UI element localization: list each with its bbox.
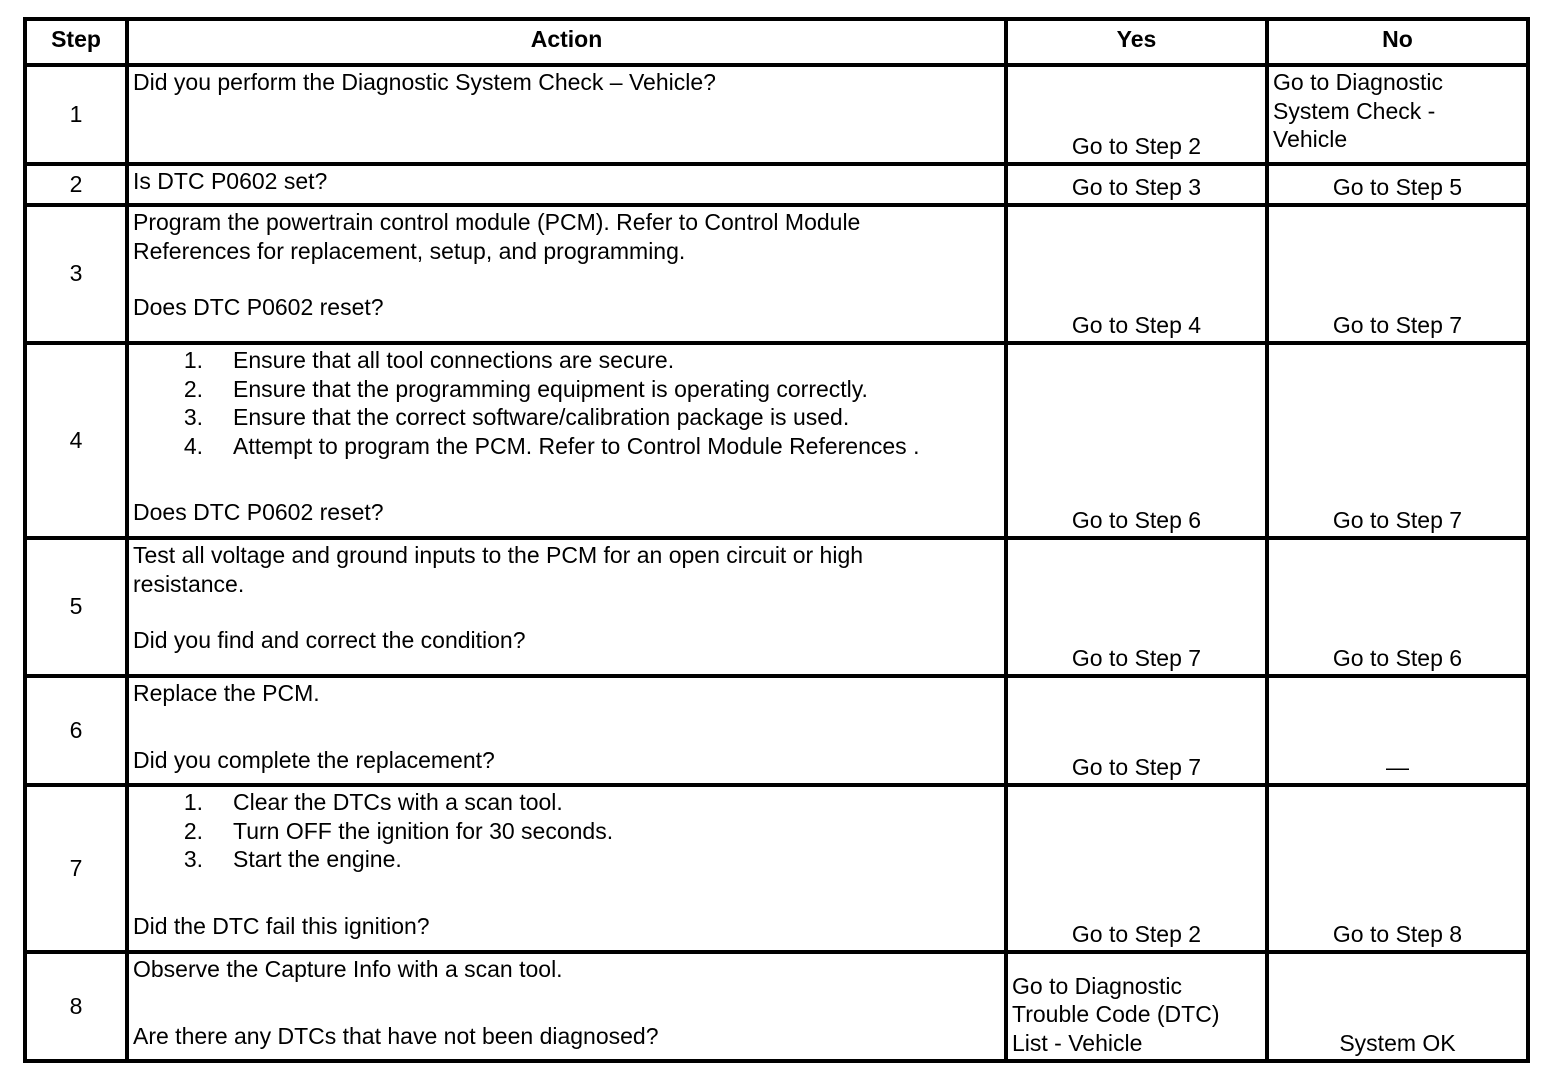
question-text: Does DTC P0602 reset?: [133, 499, 384, 525]
table-row: [25, 65, 1528, 164]
yes-cell: Go to Step 6: [1006, 343, 1267, 538]
no-cell: System OK: [1267, 952, 1528, 1061]
action-text: References for replacement, setup, and programming.: [133, 237, 686, 264]
action-list: [133, 788, 1000, 874]
table-row: [25, 676, 1528, 785]
yes-cell: [1006, 952, 1267, 1061]
list-item: 2. Ensure that the programming equipment is operating correctly.: [183, 375, 868, 402]
header-row: [25, 19, 1528, 65]
yes-line: Trouble Code (DTC): [1012, 1001, 1220, 1027]
header-yes: Yes: [1006, 19, 1267, 65]
table-row: [25, 785, 1528, 952]
step-number: 3: [25, 205, 127, 343]
question-text: Did the DTC fail this ignition?: [133, 912, 430, 939]
step-number: 1: [25, 65, 127, 164]
step-number: 8: [25, 952, 127, 1061]
action-list: [133, 346, 1000, 460]
no-cell: Go to Step 7: [1267, 205, 1528, 343]
yes-cell: Go to Step 4: [1006, 205, 1267, 343]
list-item: 2. Turn OFF the ignition for 30 seconds.: [183, 817, 614, 844]
no-cell: Go to Step 5: [1267, 164, 1528, 205]
step-number: 2: [25, 164, 127, 205]
table-row: [25, 343, 1528, 538]
list-item: 1. Ensure that all tool connections are secure.: [183, 347, 675, 373]
no-cell: Go to Step 7: [1267, 343, 1528, 538]
step-number: 4: [25, 343, 127, 538]
no-cell: [1267, 676, 1528, 785]
question-text: Does DTC P0602 reset?: [133, 294, 384, 320]
header-step: Step: [25, 19, 127, 65]
dash-text: —: [1386, 753, 1409, 780]
action-cell: [127, 65, 1006, 164]
step-number: 5: [25, 538, 127, 676]
action-cell: [127, 164, 1006, 205]
list-item: 3. Start the engine.: [183, 846, 402, 872]
yes-cell: Go to Step 7: [1006, 676, 1267, 785]
action-text: Did you perform the Diagnostic System Check – Vehicle?: [133, 69, 716, 95]
action-cell: [127, 343, 1006, 538]
yes-cell: Go to Step 3: [1006, 164, 1267, 205]
action-cell: [127, 785, 1006, 952]
action-text: Replace the PCM.: [133, 680, 320, 706]
question-text: Did you find and correct the condition?: [133, 627, 526, 653]
list-item: 1. Clear the DTCs with a scan tool.: [183, 789, 563, 815]
action-text: Is DTC P0602 set?: [133, 168, 328, 194]
table-row: [25, 538, 1528, 676]
list-item: 3. Ensure that the correct software/calibration package is used.: [183, 404, 850, 430]
question-text: Are there any DTCs that have not been diagnosed?: [133, 1022, 659, 1049]
action-cell: [127, 676, 1006, 785]
action-text: Program the powertrain control module (PCM). Refer to Control Module: [133, 209, 861, 235]
no-cell: [1267, 65, 1528, 164]
table-row: [25, 952, 1528, 1061]
no-line: Vehicle: [1273, 126, 1348, 152]
action-cell: [127, 205, 1006, 343]
no-cell: Go to Step 6: [1267, 538, 1528, 676]
list-item: 4. Attempt to program the PCM. Refer to Control Module References .: [183, 432, 920, 459]
action-text: Test all voltage and ground inputs to the PCM for an open circuit or high: [133, 542, 864, 568]
table-row: [25, 164, 1528, 205]
action-text: Observe the Capture Info with a scan tool.: [133, 956, 563, 982]
action-cell: [127, 952, 1006, 1061]
header-action: Action: [127, 19, 1006, 65]
no-line: System Check -: [1273, 97, 1436, 124]
action-cell: [127, 538, 1006, 676]
no-line: Go to Diagnostic: [1273, 69, 1444, 95]
diagnostic-table: [23, 17, 1530, 1063]
action-text: resistance.: [133, 570, 245, 597]
step-number: 6: [25, 676, 127, 785]
yes-cell: Go to Step 2: [1006, 65, 1267, 164]
yes-cell: Go to Step 7: [1006, 538, 1267, 676]
yes-line: Go to Diagnostic: [1012, 972, 1183, 999]
no-cell: Go to Step 8: [1267, 785, 1528, 952]
yes-cell: Go to Step 2: [1006, 785, 1267, 952]
question-text: Did you complete the replacement?: [133, 746, 495, 773]
yes-line: List - Vehicle: [1012, 1029, 1143, 1056]
table-row: [25, 205, 1528, 343]
header-no: No: [1267, 19, 1528, 65]
step-number: 7: [25, 785, 127, 952]
